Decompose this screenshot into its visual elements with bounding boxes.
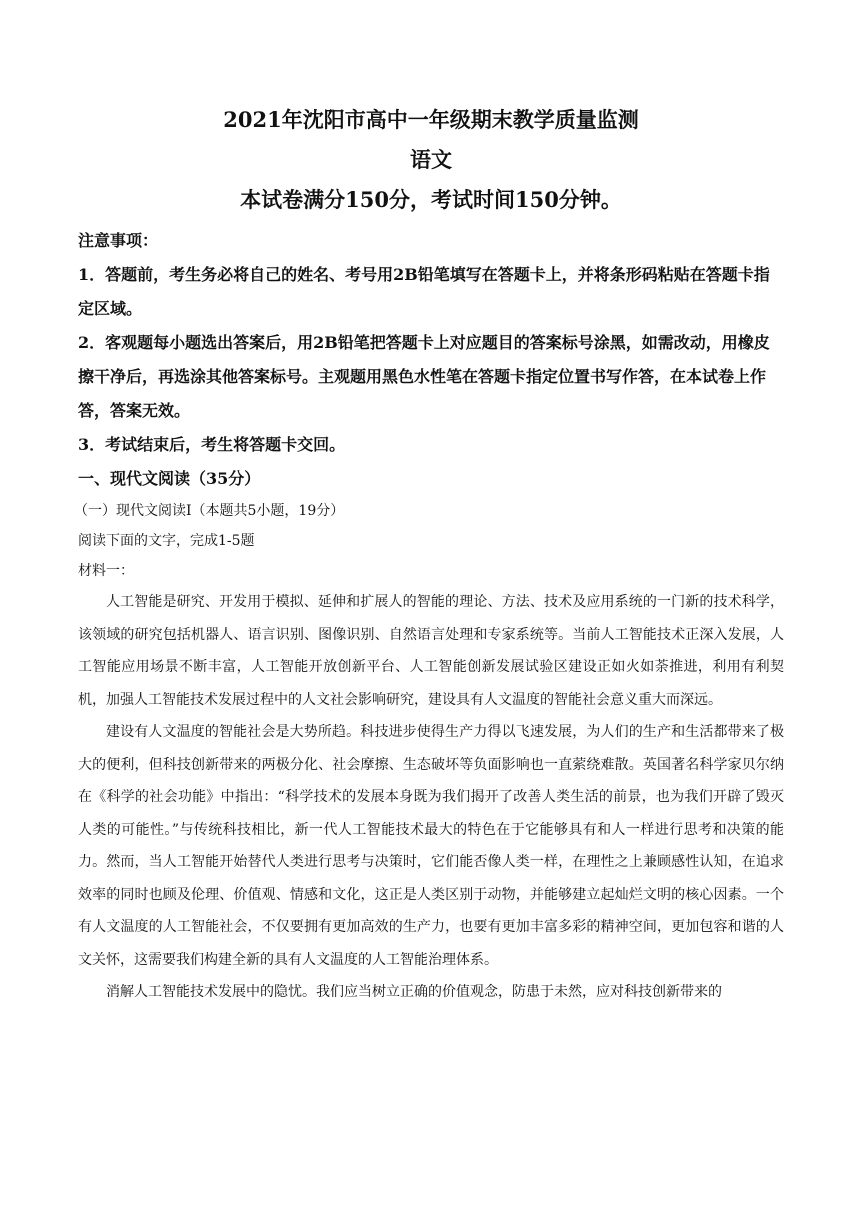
exam-subject: 语文 [410, 147, 452, 172]
exam-page [74, 100, 784, 1009]
notice-item: 1．答题前，考生务必将自己的姓名、考号用2B铅笔填写在答题卡上，并将条形码粘贴在答题卡指定区域。 [78, 265, 770, 318]
passage-paragraph: 消解人工智能技术发展中的隐忧。我们应当树立正确的价值观念，防患于未然，应对科技创新带来的 [106, 984, 722, 1000]
reading-section [74, 462, 784, 1009]
notice-block [78, 224, 784, 462]
reading-instruction: 阅读下面的文字，完成1-5题 [78, 533, 255, 549]
part-heading: （一）现代文阅读Ⅰ（本题共5小题，19分） [74, 503, 345, 519]
score-time-line: 本试卷满分150分，考试时间150分钟。 [240, 187, 622, 212]
material-label: 材料一： [78, 563, 134, 579]
passage-paragraph: 建设有人文温度的智能社会是大势所趋。科技进步使得生产力得以飞速发展，为人们的生产和生活都带来了极大的便利，但科技创新带来的两极分化、社会摩擦、生态破坏等负面影响也一直萦绕难散。英国著名科学家贝尔纳在《科学的社会功能》中指出：“科学技术的发展本身既为我们揭开了改善人类生活的前景，也为我们开辟了毁灭人类的可能性。”与传统科技相比，新一代人工智能技术最大的特色在于它能够具有和人一样进行思考和决策的能力。然而，当人工智能开始替代人类进行思考与决策时，它们能否像人类一样，在理性之上兼顾感性认知，在追求效率的同时也顾及伦理、价值观、情感和文化，这正是人类区别于动物，并能够建立起灿烂文明的核心因素。一个有人文温度的人工智能社会，不仅要拥有更加高效的生产力，也要有更加丰富多彩的精神空间，更加包容和谐的人文关怀，这需要我们构建全新的具有人文温度的人工智能治理体系。 [78, 724, 784, 968]
notice-heading: 注意事项： [78, 231, 159, 250]
notice-item: 2．客观题每小题选出答案后，用2B铅笔把答题卡上对应题目的答案标号涂黑，如需改动，用橡皮擦干净后，再选涂其他答案标号。主观题用黑色水性笔在答题卡指定位置书写作答，在本试卷上作答，答案无效。 [78, 333, 770, 420]
passage-paragraph: 人工智能是研究、开发用于模拟、延伸和扩展人的智能的理论、方法、技术及应用系统的一门新的技术科学，该领域的研究包括机器人、语言识别、图像识别、自然语言处理和专家系统等。当前人工智能技术正深入发展，人工智能应用场景不断丰富，人工智能开放创新平台、人工智能创新发展试验区建设正如火如荼推进，利用有利契机，加强人工智能技术发展过程中的人文社会影响研究，建设具有人文温度的智能社会意义重大而深远。 [78, 594, 784, 708]
notice-item: 3．考试结束后，考生将答题卡交回。 [78, 435, 346, 454]
section-heading: 一、现代文阅读（35分） [78, 469, 261, 488]
exam-title: 2021年沈阳市高中一年级期末教学质量监测 [223, 107, 639, 132]
